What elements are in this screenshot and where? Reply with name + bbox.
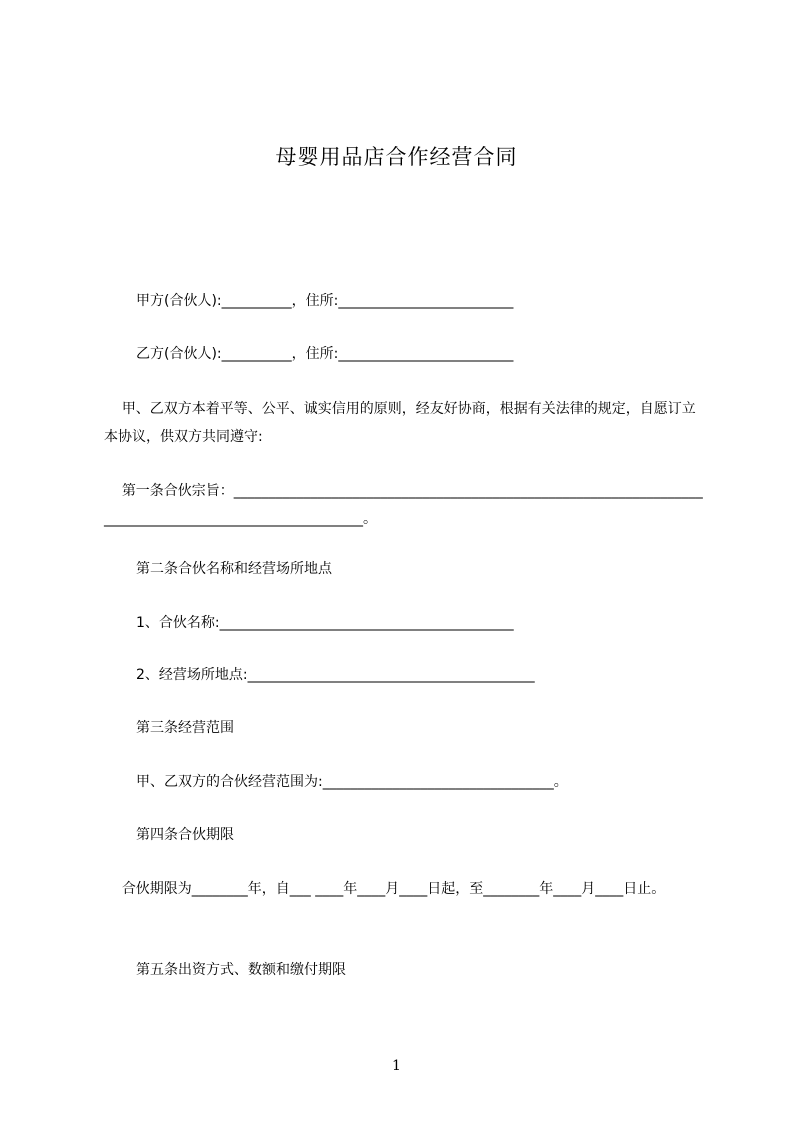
- article-4-body: 合伙期限为________年，自___ ____年____月____日起，至________年____月____日止。: [104, 881, 666, 897]
- article-4-heading: 第四条合伙期限: [136, 827, 234, 843]
- article-5-heading: 第五条出资方式、数额和缴付期限: [136, 962, 346, 978]
- article-3-heading: 第三条经营范围: [136, 720, 234, 736]
- page-number: 1: [392, 1058, 401, 1074]
- party-a-line: 甲方(合伙人):__________，住所:_________________________: [136, 293, 514, 309]
- article-1-purpose: 第一条合伙宗旨：________________________________________________________________________________________________________。: [104, 483, 703, 527]
- article-3-body: 甲、乙双方的合伙经营范围为:_________________________________。: [136, 774, 568, 790]
- article-2-item-name: 1、合伙名称:__________________________________________: [136, 615, 514, 631]
- article-2-heading: 第二条合伙名称和经营场所地点: [136, 561, 332, 577]
- document-title: 母婴用品店合作经营合同: [275, 145, 518, 169]
- preamble-paragraph: 甲、乙双方本着平等、公平、诚实信用的原则，经友好协商，根据有关法律的规定，自愿订立本协议，供双方共同遵守:: [104, 401, 696, 445]
- party-b-line: 乙方(合伙人):__________，住所:_________________________: [136, 346, 514, 362]
- article-2-item-location: 2、经营场所地点:_________________________________________: [136, 667, 535, 683]
